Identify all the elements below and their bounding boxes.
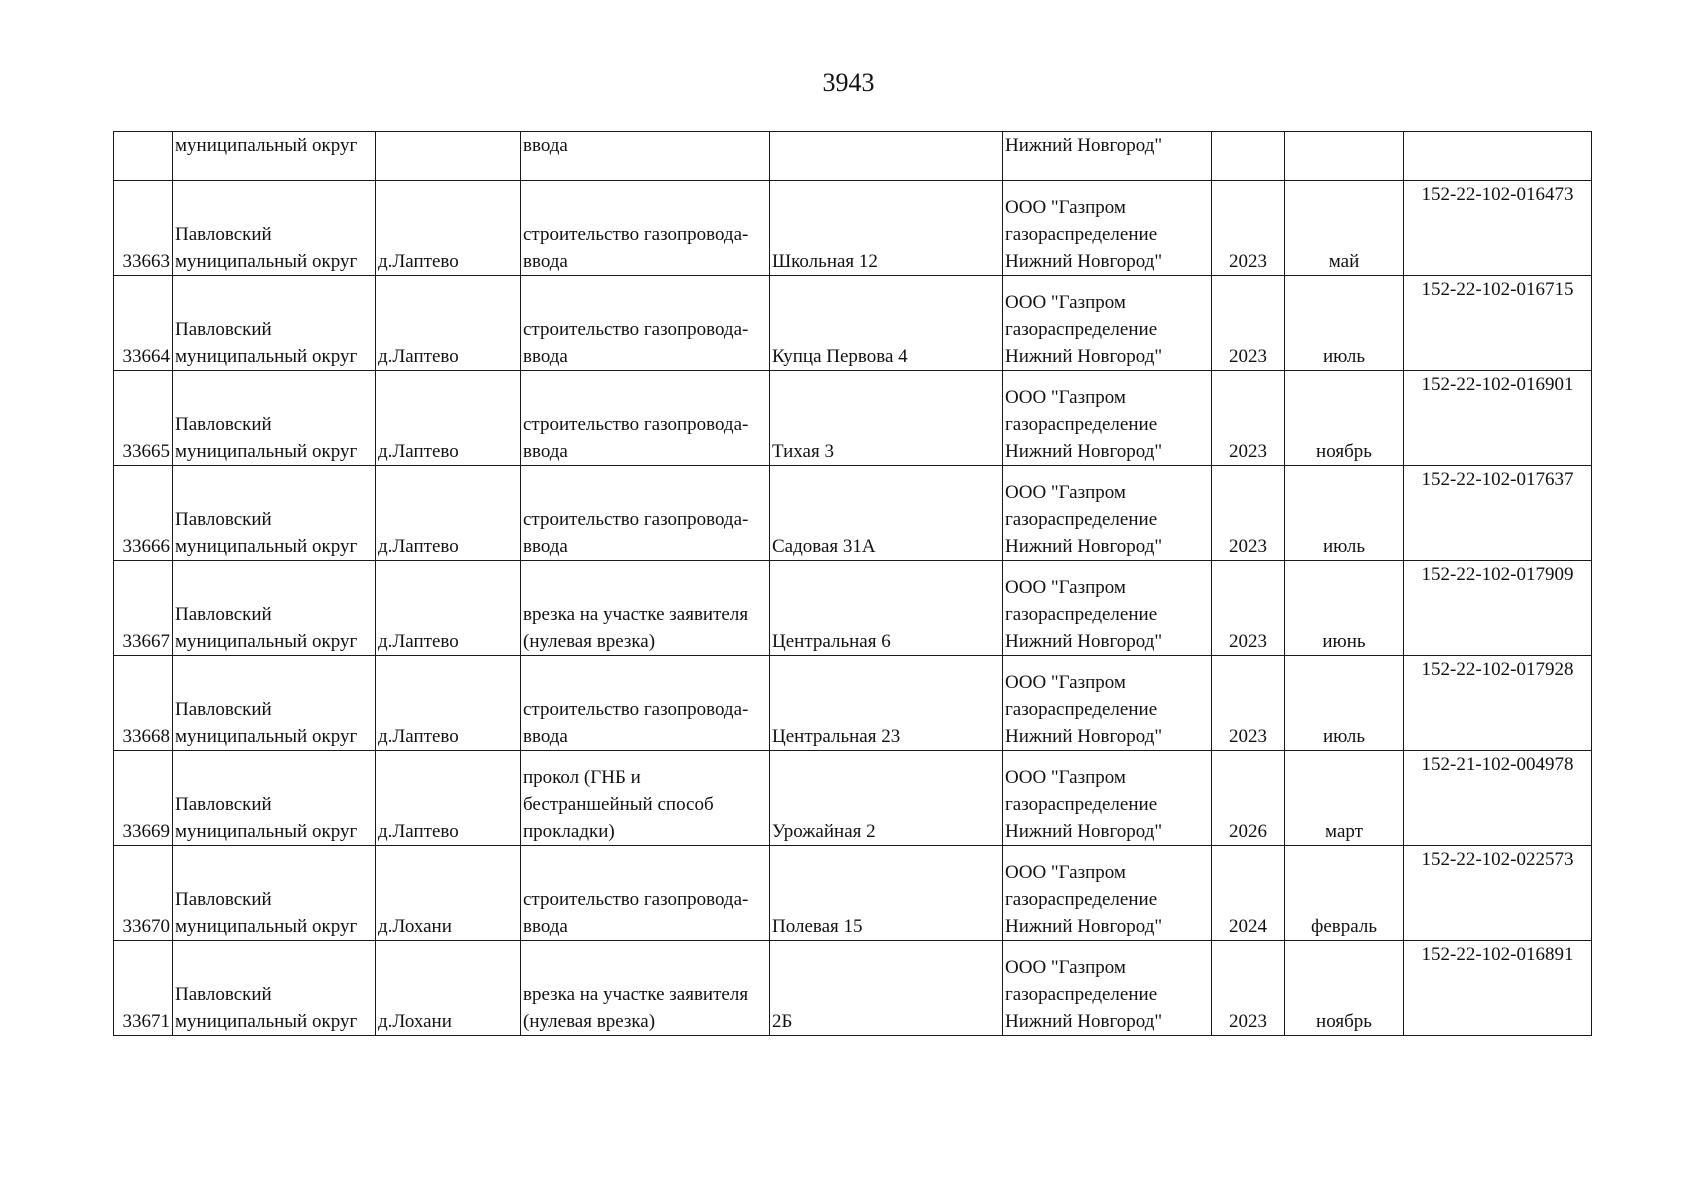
cell-work-type-line: врезка на участке заявителя xyxy=(523,984,749,1005)
cell-code: 152-22-102-017909 xyxy=(1404,561,1592,656)
cell-work-type-line: врезка на участке заявителя xyxy=(523,604,749,625)
cell-organization-line: Нижний Новгород" xyxy=(1005,821,1163,842)
cell-work-type-line: строительство газопровода- xyxy=(523,509,749,530)
cell-year: 2023 xyxy=(1212,941,1285,1036)
cell-organization-line: Нижний Новгород" xyxy=(1005,441,1163,462)
cell-code: 152-22-102-017928 xyxy=(1404,656,1592,751)
cell-organization xyxy=(1003,941,1212,1036)
cell-month: май xyxy=(1285,181,1404,276)
page-number: 3943 xyxy=(822,68,875,97)
cell-district-line: Павловский xyxy=(175,699,272,720)
gas-connection-table xyxy=(113,131,1592,1036)
cell-work-type xyxy=(521,941,770,1036)
cell-district xyxy=(173,466,376,561)
cell-settlement: д.Лаптево xyxy=(376,181,521,276)
cell-organization xyxy=(1003,846,1212,941)
cell-work-type xyxy=(521,371,770,466)
cell-work-type-line: строительство газопровода- xyxy=(523,699,749,720)
cell-district-line: муниципальный округ xyxy=(175,821,358,842)
cell-district-line: Павловский xyxy=(175,319,272,340)
cell-number: 33665 xyxy=(114,371,173,466)
cell-district-line: муниципальный округ xyxy=(175,251,358,272)
cell-district xyxy=(173,656,376,751)
cell-district xyxy=(173,846,376,941)
cell-settlement: д.Лаптево xyxy=(376,751,521,846)
cell-code: 152-22-102-016715 xyxy=(1404,276,1592,371)
cell-work-type xyxy=(521,181,770,276)
cell-organization-line: ООО "Газпром xyxy=(1005,197,1126,218)
cell-month: март xyxy=(1285,751,1404,846)
cell-code: 152-22-102-016901 xyxy=(1404,371,1592,466)
cell-work-type xyxy=(521,466,770,561)
cell-district-line: муниципальный округ xyxy=(175,916,358,937)
cell-code: 152-21-102-004978 xyxy=(1404,751,1592,846)
cell-organization-line: газораспределение xyxy=(1005,509,1158,530)
cell-address: Тихая 3 xyxy=(770,371,1003,466)
cell-organization xyxy=(1003,181,1212,276)
cell-year: 2023 xyxy=(1212,276,1285,371)
cell-district-line: муниципальный округ xyxy=(175,441,358,462)
cell-organization-line: ООО "Газпром xyxy=(1005,957,1126,978)
cell-work-type xyxy=(521,656,770,751)
cell-organization-line: Нижний Новгород" xyxy=(1005,631,1163,652)
cell-district xyxy=(173,561,376,656)
cell-year: 2026 xyxy=(1212,751,1285,846)
cell-code xyxy=(1404,132,1592,181)
cell-district-line: муниципальный округ xyxy=(175,346,358,367)
cell-organization-line: Нижний Новгород" xyxy=(1005,916,1163,937)
cell-month: июль xyxy=(1285,276,1404,371)
cell-month: июль xyxy=(1285,466,1404,561)
cell-work-type-line: строительство газопровода- xyxy=(523,889,749,910)
cell-address: Урожайная 2 xyxy=(770,751,1003,846)
cell-work-type-line: прокол (ГНБ и xyxy=(523,767,641,788)
cell-organization-line: Нижний Новгород" xyxy=(1005,726,1163,747)
cell-organization-line: газораспределение xyxy=(1005,794,1158,815)
cell-address: Школьная 12 xyxy=(770,181,1003,276)
cell-organization xyxy=(1003,276,1212,371)
cell-work-type: ввода xyxy=(521,132,770,181)
cell-district-line: муниципальный округ xyxy=(175,1011,358,1032)
cell-code: 152-22-102-022573 xyxy=(1404,846,1592,941)
cell-address: Центральная 6 xyxy=(770,561,1003,656)
cell-district xyxy=(173,371,376,466)
cell-address: Полевая 15 xyxy=(770,846,1003,941)
cell-organization-line: ООО "Газпром xyxy=(1005,577,1126,598)
cell-work-type-line: ввода xyxy=(523,251,568,272)
cell-organization-line: газораспределение xyxy=(1005,224,1158,245)
cell-work-type-line: (нулевая врезка) xyxy=(523,1011,656,1032)
cell-work-type xyxy=(521,846,770,941)
cell-address: Центральная 23 xyxy=(770,656,1003,751)
cell-district xyxy=(173,276,376,371)
table-row xyxy=(114,276,1592,371)
cell-district-line: Павловский xyxy=(175,414,272,435)
cell-number: 33670 xyxy=(114,846,173,941)
cell-code: 152-22-102-016891 xyxy=(1404,941,1592,1036)
cell-organization-line: Нижний Новгород" xyxy=(1005,536,1163,557)
cell-organization xyxy=(1003,371,1212,466)
table-body xyxy=(114,132,1592,1036)
cell-district xyxy=(173,181,376,276)
cell-organization-line: Нижний Новгород" xyxy=(1005,346,1163,367)
cell-number: 33664 xyxy=(114,276,173,371)
cell-work-type xyxy=(521,561,770,656)
cell-work-type-line: бестраншейный способ xyxy=(523,794,714,815)
cell-district: муниципальный округ xyxy=(173,132,376,181)
cell-district xyxy=(173,941,376,1036)
cell-number: 33667 xyxy=(114,561,173,656)
cell-organization-line: газораспределение xyxy=(1005,414,1158,435)
cell-organization-line: ООО "Газпром xyxy=(1005,862,1126,883)
cell-settlement: д.Лохани xyxy=(376,941,521,1036)
cell-work-type-line: ввода xyxy=(523,441,568,462)
cell-district-line: Павловский xyxy=(175,604,272,625)
cell-number: 33666 xyxy=(114,466,173,561)
cell-organization-line: Нижний Новгород" xyxy=(1005,1011,1163,1032)
cell-settlement: д.Лаптево xyxy=(376,656,521,751)
table-row xyxy=(114,466,1592,561)
table-row xyxy=(114,371,1592,466)
cell-address: Садовая 31А xyxy=(770,466,1003,561)
cell-code: 152-22-102-017637 xyxy=(1404,466,1592,561)
cell-district-line: Павловский xyxy=(175,984,272,1005)
cell-organization xyxy=(1003,466,1212,561)
cell-district-line: Павловский xyxy=(175,794,272,815)
table-row xyxy=(114,656,1592,751)
cell-work-type-line: ввода xyxy=(523,916,568,937)
table-row xyxy=(114,751,1592,846)
cell-settlement: д.Лохани xyxy=(376,846,521,941)
cell-address: 2Б xyxy=(770,941,1003,1036)
cell-work-type xyxy=(521,276,770,371)
table-row xyxy=(114,846,1592,941)
cell-district-line: муниципальный округ xyxy=(175,726,358,747)
cell-work-type-line: строительство газопровода- xyxy=(523,319,749,340)
cell-district-line: Павловский xyxy=(175,889,272,910)
cell-month: июль xyxy=(1285,656,1404,751)
cell-district xyxy=(173,751,376,846)
cell-work-type-line: строительство газопровода- xyxy=(523,224,749,245)
cell-month: февраль xyxy=(1285,846,1404,941)
cell-month: ноябрь xyxy=(1285,941,1404,1036)
cell-district-line: Павловский xyxy=(175,224,272,245)
cell-number: 33671 xyxy=(114,941,173,1036)
cell-year: 2023 xyxy=(1212,466,1285,561)
cell-district-line: Павловский xyxy=(175,509,272,530)
cell-code: 152-22-102-016473 xyxy=(1404,181,1592,276)
cell-number xyxy=(114,132,173,181)
cell-organization-line: газораспределение xyxy=(1005,699,1158,720)
cell-organization: Нижний Новгород" xyxy=(1003,132,1212,181)
cell-month: июнь xyxy=(1285,561,1404,656)
cell-number: 33668 xyxy=(114,656,173,751)
cell-settlement: д.Лаптево xyxy=(376,276,521,371)
table-row xyxy=(114,941,1592,1036)
cell-work-type-line: (нулевая врезка) xyxy=(523,631,656,652)
cell-work-type-line: прокладки) xyxy=(523,821,615,842)
table-row xyxy=(114,561,1592,656)
cell-settlement: д.Лаптево xyxy=(376,371,521,466)
cell-year: 2024 xyxy=(1212,846,1285,941)
cell-work-type xyxy=(521,751,770,846)
cell-organization-line: газораспределение xyxy=(1005,889,1158,910)
cell-district-line: муниципальный округ xyxy=(175,536,358,557)
cell-organization xyxy=(1003,751,1212,846)
cell-work-type-line: ввода xyxy=(523,536,568,557)
cell-organization-line: ООО "Газпром xyxy=(1005,482,1126,503)
table-row xyxy=(114,181,1592,276)
cell-address: Купца Первова 4 xyxy=(770,276,1003,371)
cell-organization-line: ООО "Газпром xyxy=(1005,767,1126,788)
cell-address xyxy=(770,132,1003,181)
table-row-continued xyxy=(114,132,1592,181)
cell-number: 33669 xyxy=(114,751,173,846)
cell-organization-line: газораспределение xyxy=(1005,604,1158,625)
cell-settlement xyxy=(376,132,521,181)
cell-organization-line: ООО "Газпром xyxy=(1005,387,1126,408)
cell-work-type-line: строительство газопровода- xyxy=(523,414,749,435)
cell-number: 33663 xyxy=(114,181,173,276)
cell-organization-line: Нижний Новгород" xyxy=(1005,251,1163,272)
cell-work-type-line: ввода xyxy=(523,726,568,747)
cell-work-type-line: ввода xyxy=(523,346,568,367)
cell-year: 2023 xyxy=(1212,371,1285,466)
cell-organization-line: газораспределение xyxy=(1005,319,1158,340)
cell-settlement: д.Лаптево xyxy=(376,466,521,561)
cell-year: 2023 xyxy=(1212,181,1285,276)
cell-organization xyxy=(1003,561,1212,656)
cell-organization xyxy=(1003,656,1212,751)
cell-year xyxy=(1212,132,1285,181)
cell-year: 2023 xyxy=(1212,561,1285,656)
cell-month: ноябрь xyxy=(1285,371,1404,466)
cell-organization-line: ООО "Газпром xyxy=(1005,292,1126,313)
cell-organization-line: газораспределение xyxy=(1005,984,1158,1005)
cell-month xyxy=(1285,132,1404,181)
cell-district-line: муниципальный округ xyxy=(175,631,358,652)
cell-year: 2023 xyxy=(1212,656,1285,751)
cell-organization-line: ООО "Газпром xyxy=(1005,672,1126,693)
cell-settlement: д.Лаптево xyxy=(376,561,521,656)
